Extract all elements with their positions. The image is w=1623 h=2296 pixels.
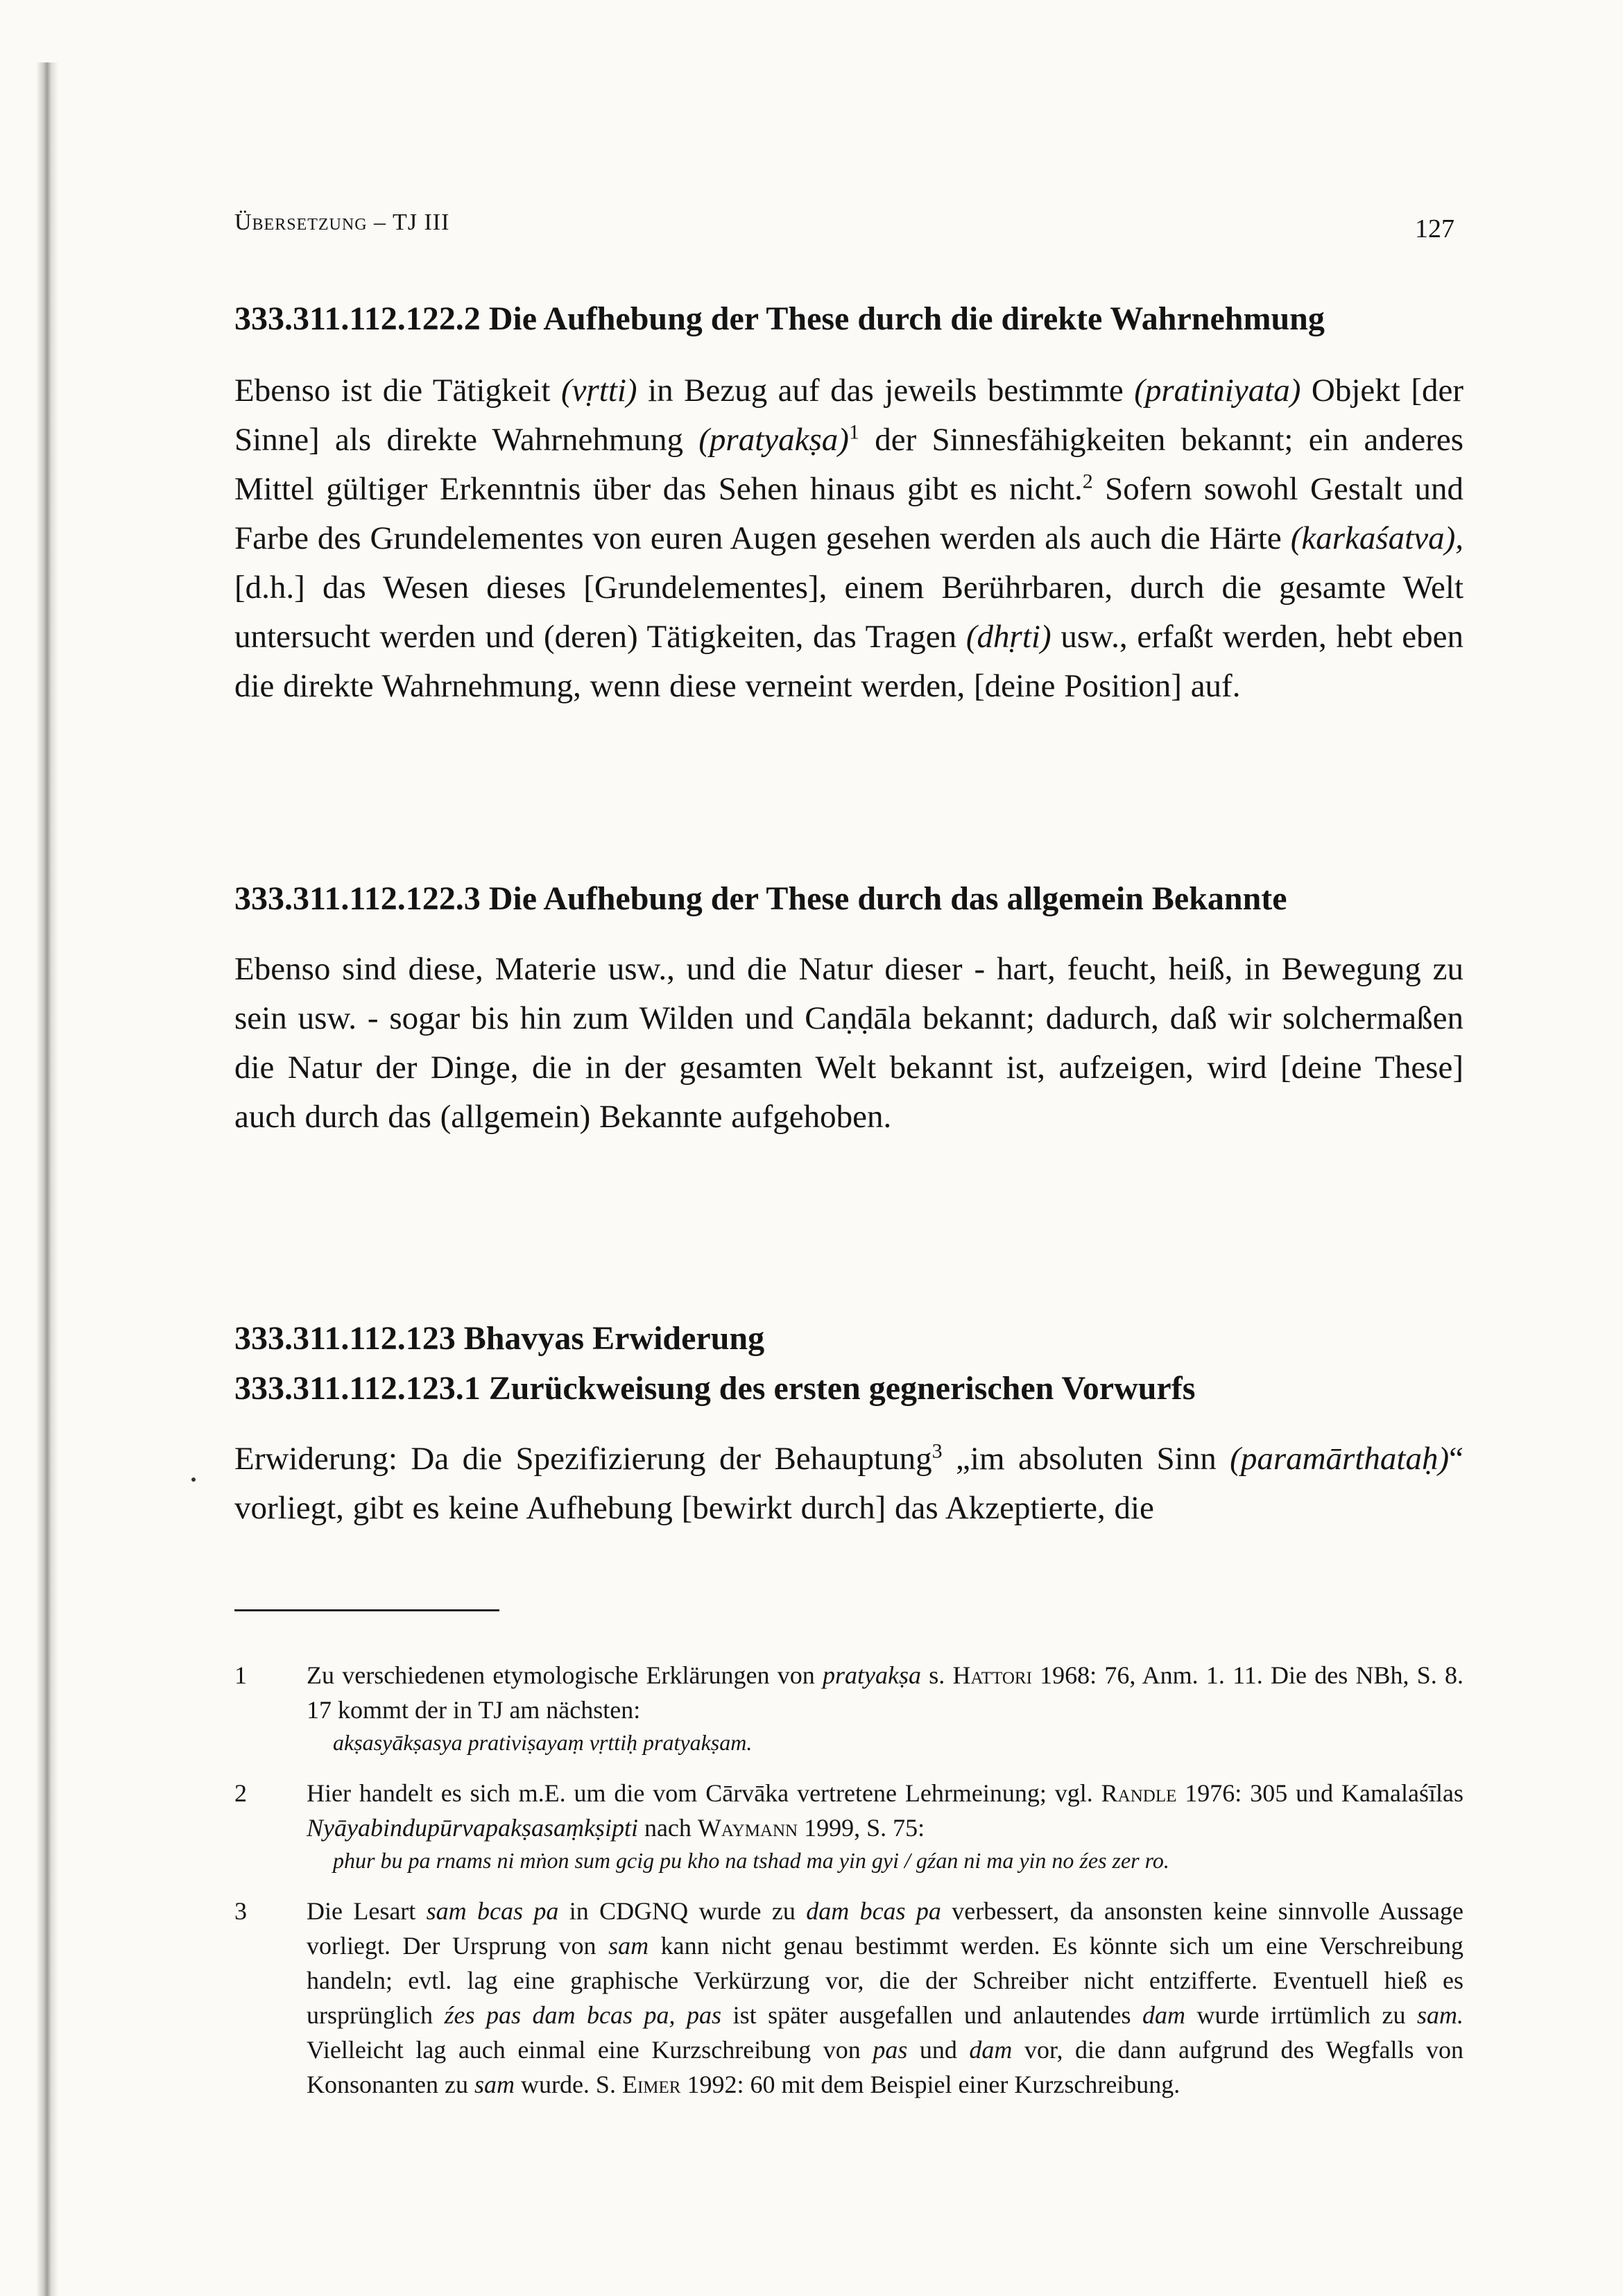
footnote-number: 1: [234, 1661, 247, 1689]
footnote-number: 3: [234, 1897, 247, 1925]
running-title: Übersetzung – TJ III: [234, 209, 450, 235]
section-heading-direct-perception: 333.311.112.122.2 Die Aufhebung der These durch die direkte Wahrnehmung: [234, 300, 1325, 337]
paragraph-direct-perception: Ebenso ist die Tätigkeit (vṛtti) in Bezug auf das jeweils bestimmte (pratiniyata) Objekt [der Sinne] als direkte Wahrnehmung (pratyakṣa)$^1$ der Sinnesfähigkeiten bekannt; ein anderes Mittel gültiger Erkenntnis über das Sehen hinaus gibt es nicht.$^2$ Sofern sowohl Gestalt und Farbe des Grundelementes von euren Augen gesehen werden als auch die Härte (karkaśatva), [d.h.] das Wesen dieses [Grundelementes], einem Berührbaren, durch die gesamte Welt untersucht werden und (deren) Tätigkeiten, das Tragen (dhṛti) usw., erfaßt werden, hebt eben die direkte Wahrnehmung, wenn diese verneint werden, [deine Position] auf.: [234, 372, 1463, 704]
footnote-2: 2 Hier handelt es sich m.E. um die vom Cārvāka vertretene Lehrmeinung; vgl. Randle 1976: 305 und Kamalaśīlas Nyāyabindupūrvapakṣasaṃkṣipti nach Waymann 1999, S. 75:: [234, 1776, 1463, 1845]
footnote-1: 1 Zu verschiedenen etymologische Erklärungen von pratyakṣa s. Hattori 1968: 76, Anm. 1. 11. Die des NBh, S. 8. 17 kommt der in TJ am nächsten:: [234, 1658, 1463, 1727]
footnote-3: 3 Die Lesart sam bcas pa in CDGNQ wurde zu dam bcas pa verbessert, da ansonsten keine sinnvolle Aussage vorliegt. Der Ursprung von sam kann nicht genau bestimmt werden. Es könnte sich um eine Verschreibung handeln; evtl. lag eine graphische Verkürzung vor, die der Schreiber nicht entzifferte. Eventuell hieß es ursprünglich źes pas dam bcas pa, pas ist später ausgefallen und anlautendes dam wurde irrtümlich zu sam. Vielleicht lag auch einmal eine Kurzschreibung von pas und dam vor, die dann aufgrund des Wegfalls von Konsonanten zu sam wurde. S. Eimer 1992: 60 mit dem Beispiel einer Kurzschreibung.: [234, 1894, 1463, 2102]
page-edge-shadow: [36, 62, 58, 2296]
footnote-number: 2: [234, 1779, 247, 1807]
footnote-ref-1: 1: [848, 420, 859, 444]
footnote-ref-3: 3: [931, 1439, 943, 1463]
section-heading-common-knowledge: 333.311.112.122.3 Die Aufhebung der These durch das allgemein Bekannte: [234, 880, 1287, 917]
paragraph-rejection: Erwiderung: Da die Spezifizierung der Behauptung$^3$ „im absoluten Sinn (paramārthataḥ)“ vorliegt, gibt es keine Aufhebung [bewirkt durch] das Akzeptierte, die: [234, 1439, 1463, 1526]
page-number: 127: [1415, 214, 1454, 243]
footnote-ref-2: 2: [1082, 470, 1093, 493]
paragraph-common-knowledge: Ebenso sind diese, Materie usw., und die Natur dieser - hart, feucht, heiß, in Bewegung zu sein usw. - sogar bis hin zum Wilden und Caṇḍāla bekannt; dadurch, daß wir solchermaßen die Natur der Dinge, die in der gesamten Welt bekannt ist, aufzeigen, wird [deine These] auch durch das (allgemein) Bekannte aufgehoben.: [234, 951, 1463, 1135]
footnote-separator: [234, 1609, 499, 1611]
footnote-1-quote: akṣasyākṣasya prativiṣayaṃ vṛttiḥ pratyakṣam.: [333, 1730, 753, 1755]
footnote-2-quote: phur bu pa rnams ni mṅon sum gcig pu kho na tshad ma yin gyi / gźan ni ma yin no źes zer ro.: [333, 1848, 1169, 1873]
section-heading-rejection: 333.311.112.123.1 Zurückweisung des ersten gegnerischen Vorwurfs: [234, 1370, 1196, 1407]
section-heading-reply: 333.311.112.123 Bhavyas Erwiderung: [234, 1320, 765, 1357]
speck: [191, 1477, 196, 1482]
